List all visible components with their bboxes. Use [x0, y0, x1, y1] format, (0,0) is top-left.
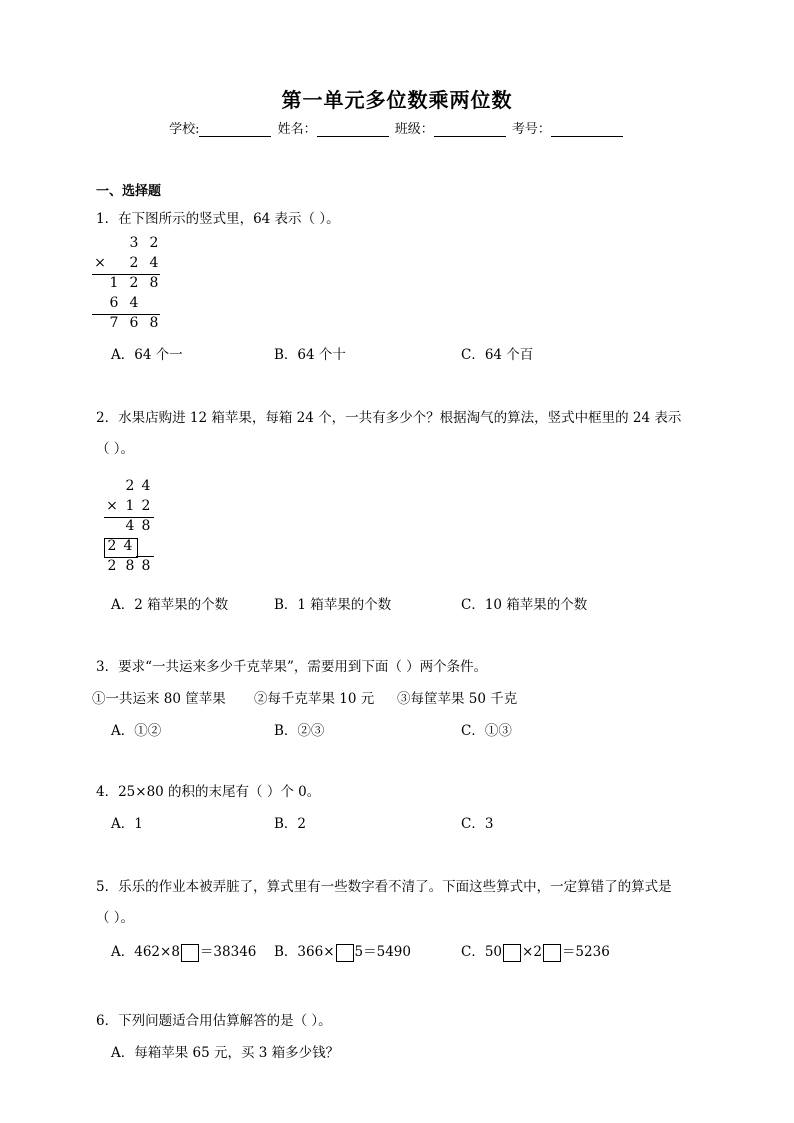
question-2-text-line1: 2．水果店购进 12 箱苹果，每箱 24 个，一共有多少个？根据淘气的算法，竖式中框里的 24 表示	[96, 410, 682, 426]
option-label: A．	[111, 944, 135, 960]
option-label: B．	[274, 944, 298, 960]
q4-option-b[interactable]: B．2	[274, 816, 307, 832]
calc-digit: 2	[141, 498, 151, 514]
exam-no-blank[interactable]	[551, 122, 623, 137]
expression-part: 5＝5490	[354, 944, 411, 960]
q3-condition-2: ②每千克苹果 10 元	[254, 691, 375, 707]
smudged-digit-box	[503, 944, 521, 962]
calc-digit: 1	[109, 275, 119, 291]
class-blank[interactable]	[434, 122, 506, 137]
calc-digit: 2	[129, 255, 139, 271]
calc-digit: 6	[129, 315, 139, 331]
q2-option-c[interactable]: C．10 箱苹果的个数	[461, 597, 588, 613]
calc-digit: 4	[149, 255, 159, 271]
calc-line	[136, 556, 154, 557]
calc-digit: 8	[149, 315, 159, 331]
q3-option-c[interactable]: C．①③	[461, 723, 512, 739]
q4-option-c[interactable]: C．3	[461, 816, 494, 832]
calc-digit: 8	[141, 558, 151, 574]
q5-option-c[interactable]	[461, 940, 610, 962]
q5-option-a[interactable]	[111, 940, 256, 962]
page-title: 第一单元多位数乘两位数	[281, 88, 513, 112]
section-heading: 一、选择题	[96, 184, 162, 199]
q2-option-b[interactable]: B．1 箱苹果的个数	[274, 597, 392, 613]
times-sign: ×	[94, 255, 106, 271]
question-2-text-line2: （ ）。	[96, 441, 135, 457]
calc-digit: 1	[125, 498, 135, 514]
question-3-text: 3．要求“一共运来多少千克苹果”，需要用到下面（ ）两个条件。	[96, 659, 488, 675]
calc-digit: 2	[129, 275, 139, 291]
calc-digit: 4	[141, 478, 151, 494]
expression-part: 462×8	[134, 944, 180, 960]
calc-digit: 6	[109, 295, 119, 311]
calc-digit: 8	[149, 275, 159, 291]
calc-digit: 2	[125, 478, 135, 494]
q3-condition-3: ③每筐苹果 50 千克	[397, 691, 518, 707]
q4-option-a[interactable]: A．1	[111, 816, 143, 832]
question-6-text: 6．下列问题适合用估算解答的是（ ）。	[96, 1013, 332, 1029]
q1-option-a[interactable]: A．64 个一	[111, 347, 183, 363]
question-5-text-line2: （ ）。	[96, 910, 135, 926]
expression-part: ×2	[522, 944, 542, 960]
expression-part: 50	[484, 944, 503, 960]
question-5-text-line1: 5．乐乐的作业本被弄脏了，算式里有一些数字看不清了。下面这些算式中，一定算错了的算式是	[96, 879, 672, 895]
q2-option-a[interactable]: A．2 箱苹果的个数	[111, 597, 229, 613]
student-info-line	[0, 118, 794, 137]
school-label: 学校:	[169, 122, 200, 137]
calc-digit: 8	[141, 518, 151, 534]
q3-option-a[interactable]: A．①②	[111, 723, 162, 739]
option-label: C．	[461, 944, 485, 960]
expression-part: ＝38346	[199, 944, 257, 960]
question-4-text: 4．25×80 的积的末尾有（ ）个 0。	[96, 784, 321, 800]
smudged-digit-box	[336, 944, 354, 962]
q3-condition-1: ①一共运来 80 筐苹果	[92, 691, 226, 707]
calc-digit: 2	[149, 235, 159, 251]
expression-part: 366×	[297, 944, 335, 960]
smudged-digit-box	[181, 944, 199, 962]
expression-part: ＝5236	[561, 944, 610, 960]
school-blank[interactable]	[199, 122, 271, 137]
q1-option-c[interactable]: C．64 个百	[461, 347, 534, 363]
question-1-text: 1．在下图所示的竖式里，64 表示（ ）。	[96, 211, 340, 227]
name-blank[interactable]	[317, 122, 389, 137]
calc-digit: 4	[123, 538, 133, 554]
name-label: 姓名：	[277, 122, 317, 137]
calc-digit: 4	[129, 295, 139, 311]
exam-no-label: 考号：	[511, 122, 551, 137]
calc-digit: 4	[125, 518, 135, 534]
q6-option-a[interactable]: A．每箱苹果 65 元，买 3 箱多少钱？	[111, 1045, 340, 1061]
calc-digit: 8	[125, 558, 135, 574]
class-label: 班级：	[394, 122, 434, 137]
calc-digit: 2	[107, 558, 117, 574]
q3-option-b[interactable]: B．②③	[274, 723, 325, 739]
calc-digit: 2	[107, 538, 117, 554]
q5-option-b[interactable]	[274, 940, 411, 962]
times-sign: ×	[106, 498, 118, 514]
q1-option-b[interactable]: B．64 个十	[274, 347, 346, 363]
calc-digit: 7	[109, 315, 119, 331]
calc-digit: 3	[129, 235, 139, 251]
smudged-digit-box	[543, 944, 561, 962]
